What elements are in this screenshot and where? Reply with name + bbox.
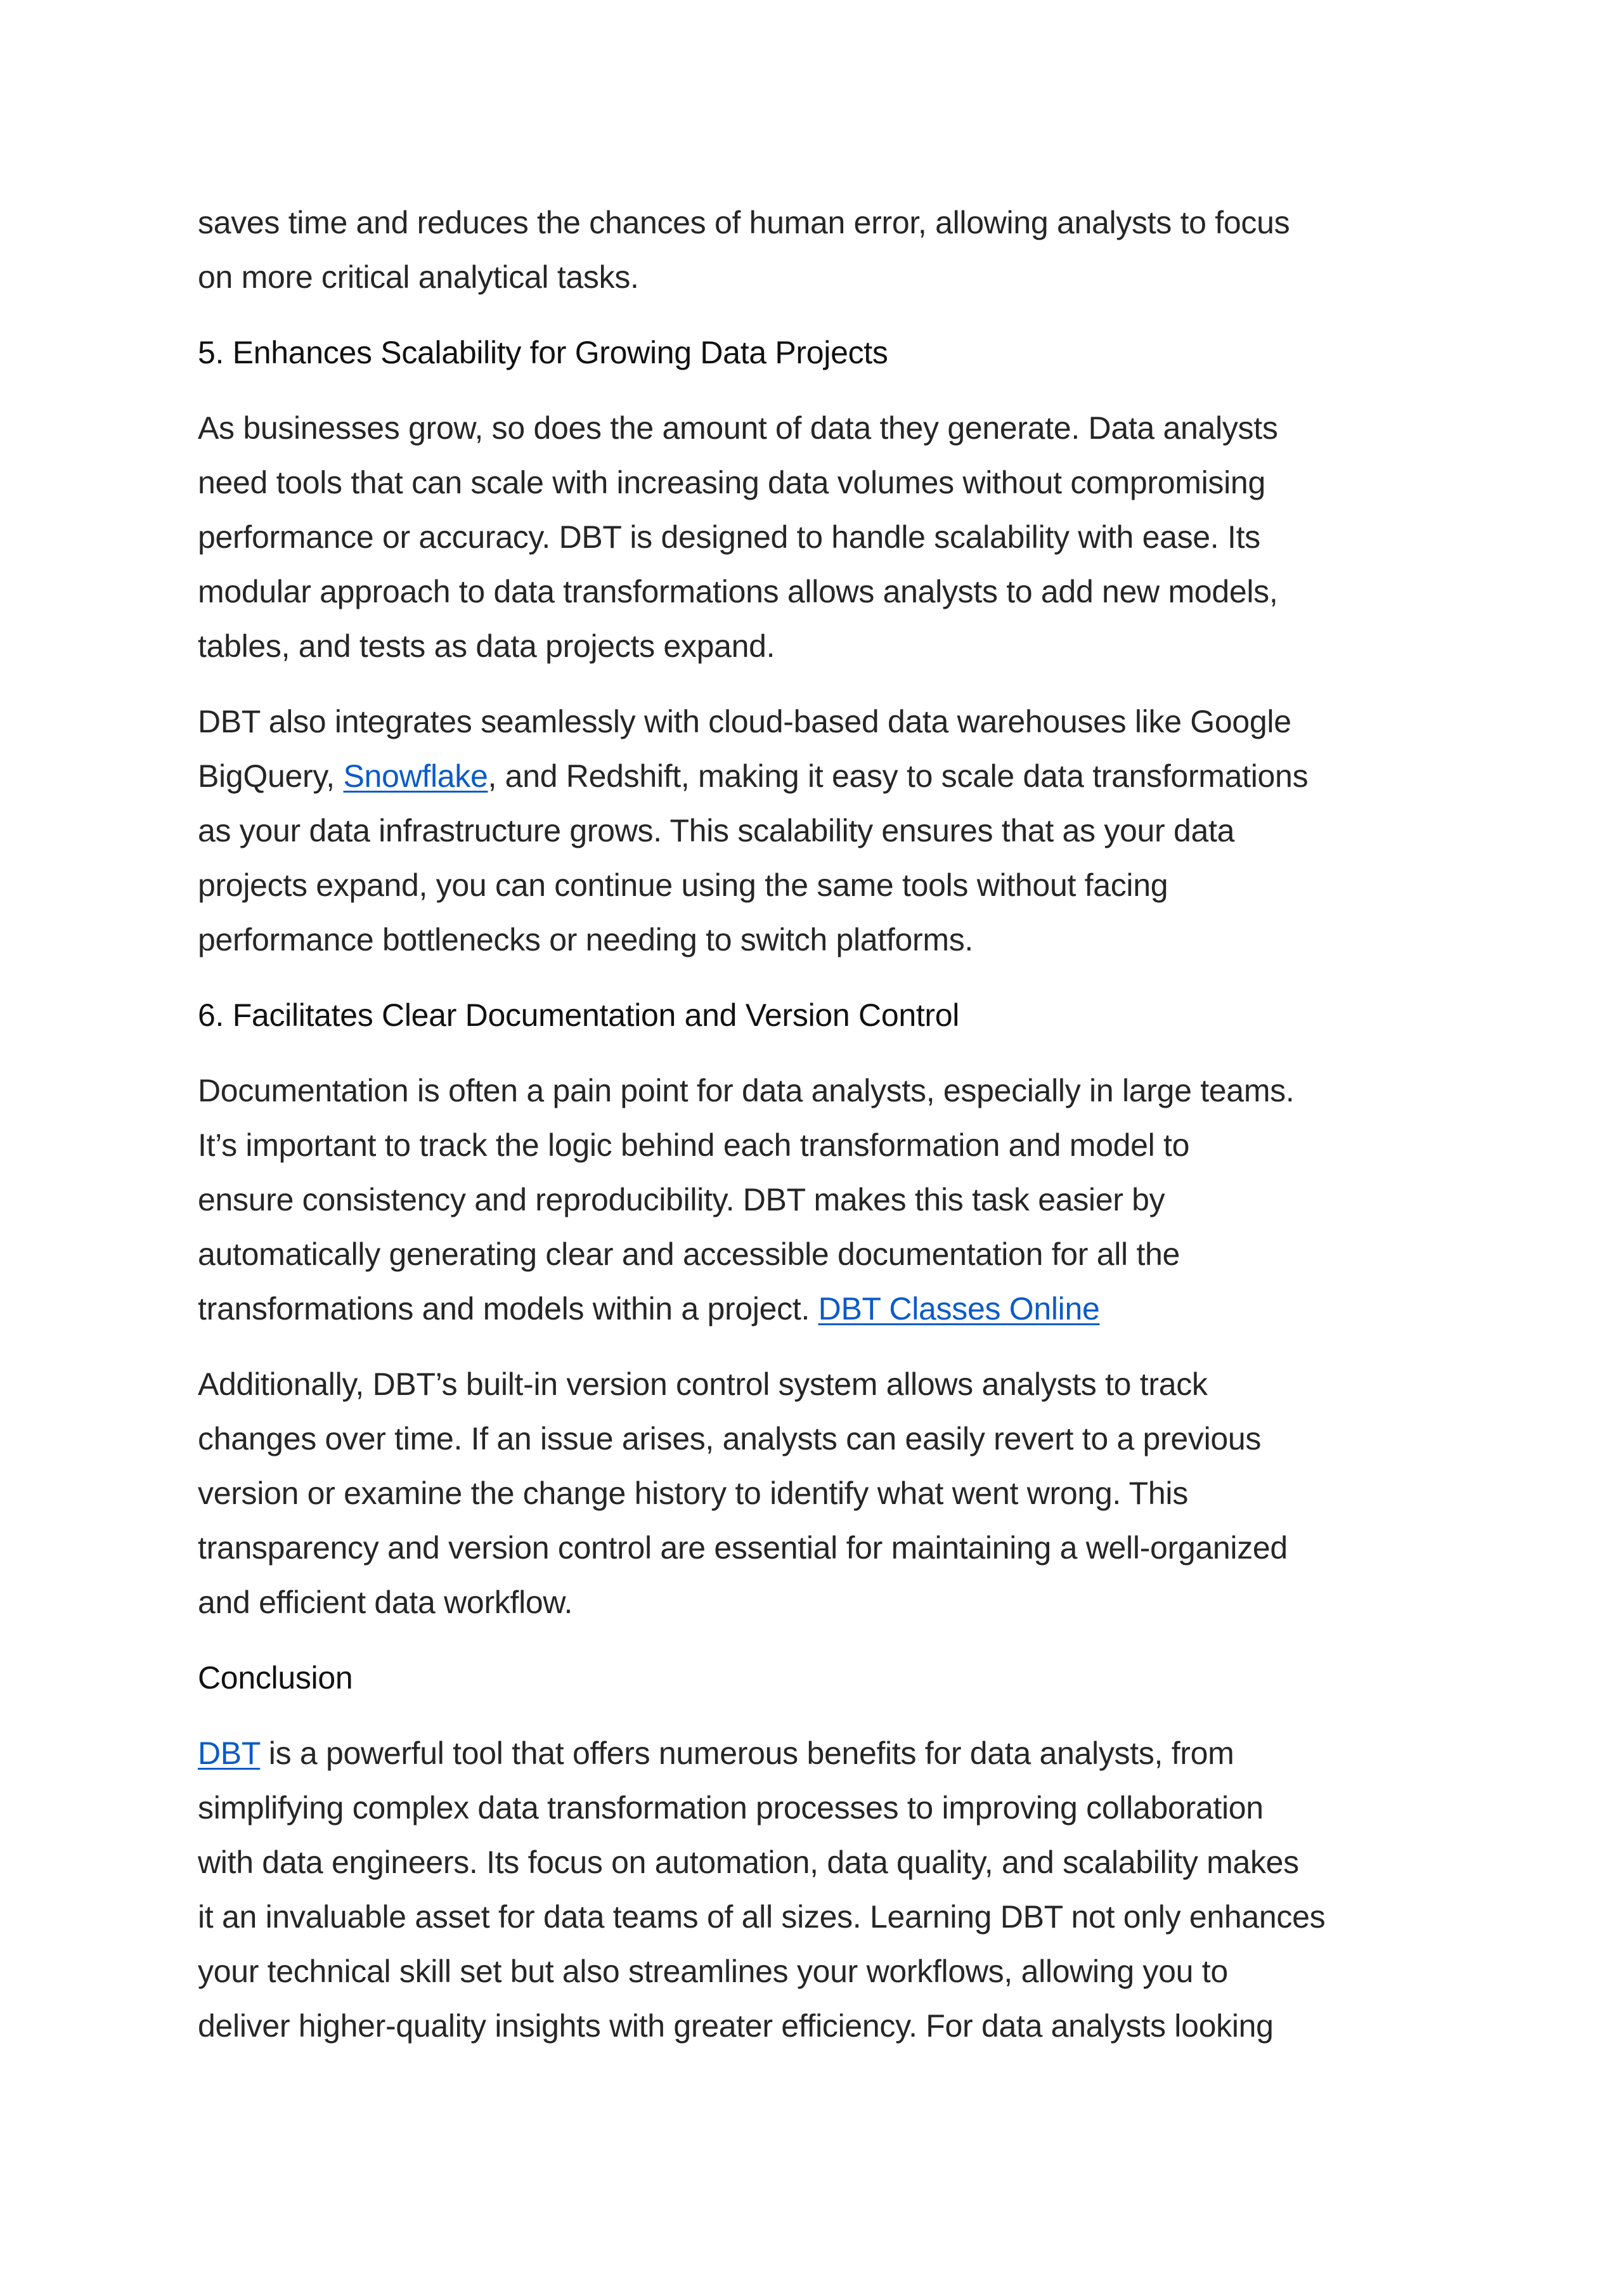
text-segment: transformations and models within a project. <box>198 1291 818 1326</box>
text-line: simplifying complex data transformation processes to improving collaboration <box>198 1790 1264 1826</box>
text-line: ensure consistency and reproducibility. DBT makes this task easier by <box>198 1182 1165 1217</box>
text-line: it an invaluable asset for data teams of all sizes. Learning DBT not only enhances <box>198 1899 1326 1935</box>
heading-text: 6. Facilitates Clear Documentation and Version Control <box>198 997 960 1033</box>
conclusion-paragraph <box>198 1726 1466 2053</box>
text-line: with data engineers. Its focus on automation, data quality, and scalability makes <box>198 1845 1299 1880</box>
text-line: transparency and version control are essential for maintaining a well-organized <box>198 1530 1288 1566</box>
text-line <box>198 1281 1466 1336</box>
text-line: need tools that can scale with increasing data volumes without compromising <box>198 465 1265 500</box>
conclusion-heading <box>198 1651 1466 1705</box>
text-line: saves time and reduces the chances of human error, allowing analysts to focus <box>198 205 1290 240</box>
text-line: DBT also integrates seamlessly with cloud-based data warehouses like Google <box>198 704 1291 739</box>
text-line: version or examine the change history to identify what went wrong. This <box>198 1476 1188 1511</box>
heading-text: 5. Enhances Scalability for Growing Data Projects <box>198 335 888 370</box>
text-line: projects expand, you can continue using the same tools without facing <box>198 867 1168 903</box>
section-5-paragraph-2 <box>198 694 1466 967</box>
text-line: performance or accuracy. DBT is designed to handle scalability with ease. Its <box>198 519 1260 555</box>
text-line <box>198 749 1466 803</box>
text-line: your technical skill set but also streamlines your workflows, allowing you to <box>198 1954 1228 1989</box>
section-5-heading <box>198 325 1466 380</box>
text-segment: , and Redshift, making it easy to scale data transformations <box>488 758 1309 794</box>
intro-paragraph <box>198 195 1466 304</box>
text-line: Additionally, DBT’s built-in version control system allows analysts to track <box>198 1366 1208 1402</box>
text-segment: is a powerful tool that offers numerous benefits for data analysts, from <box>260 1735 1234 1771</box>
text-line: as your data infrastructure grows. This scalability ensures that as your data <box>198 813 1235 848</box>
dbt-link[interactable]: DBT <box>198 1735 261 1771</box>
text-line: deliver higher-quality insights with greater efficiency. For data analysts looking <box>198 2008 1274 2044</box>
text-line: on more critical analytical tasks. <box>198 259 639 295</box>
text-line: changes over time. If an issue arises, analysts can easily revert to a previous <box>198 1421 1262 1456</box>
section-6-paragraph-2 <box>198 1357 1466 1630</box>
heading-text: Conclusion <box>198 1660 353 1696</box>
text-line <box>198 1726 1466 1780</box>
text-line: tables, and tests as data projects expand. <box>198 628 775 664</box>
snowflake-link[interactable]: Snowflake <box>343 758 488 794</box>
text-segment: BigQuery, <box>198 758 344 794</box>
text-line: automatically generating clear and accessible documentation for all the <box>198 1236 1180 1272</box>
section-5-paragraph-1 <box>198 401 1466 673</box>
text-line: modular approach to data transformations allows analysts to add new models, <box>198 574 1278 609</box>
text-line: and efficient data workflow. <box>198 1585 573 1620</box>
dbt-classes-online-link[interactable]: DBT Classes Online <box>818 1291 1100 1326</box>
text-line: Documentation is often a pain point for data analysts, especially in large teams. <box>198 1073 1295 1108</box>
section-6-paragraph-1 <box>198 1063 1466 1336</box>
text-line: As businesses grow, so does the amount of data they generate. Data analysts <box>198 410 1278 446</box>
document-page <box>198 195 1466 2074</box>
text-line: performance bottlenecks or needing to switch platforms. <box>198 922 974 957</box>
text-line: It’s important to track the logic behind each transformation and model to <box>198 1127 1190 1163</box>
section-6-heading <box>198 988 1466 1042</box>
